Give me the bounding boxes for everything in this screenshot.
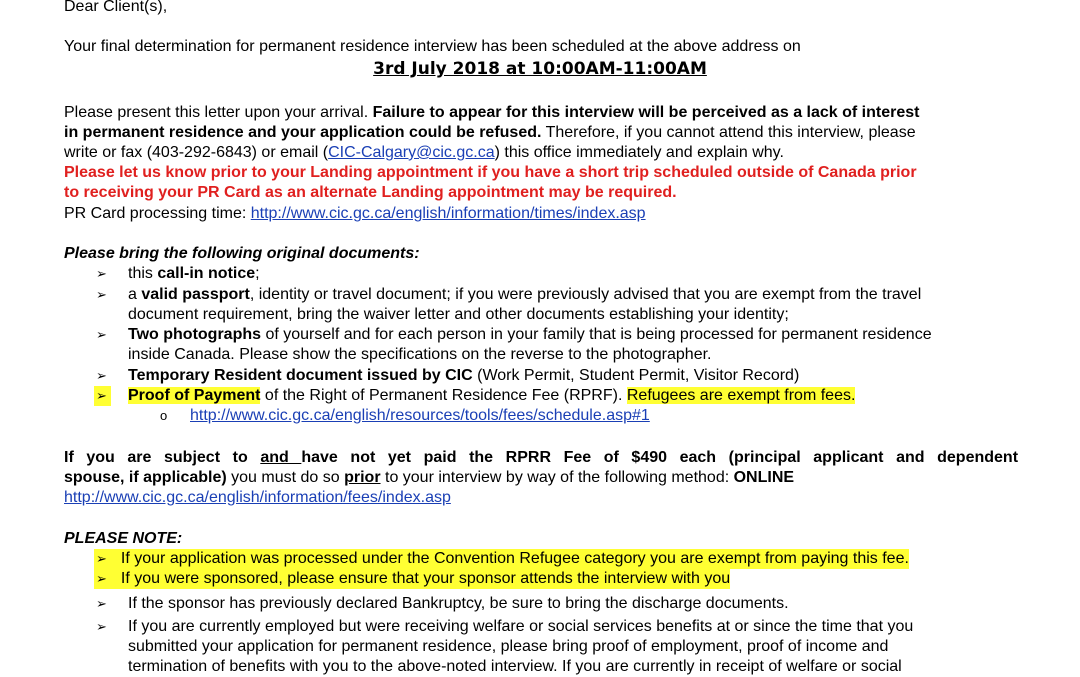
note-item: If the sponsor has previously declared Bankruptcy, be sure to bring the discharge documents. (128, 595, 789, 612)
list-item: a valid passport, identity or travel document; if you were previously advised that you are exempt from the travel (128, 286, 922, 303)
list-item: Two photographs of yourself and for each person in your family that is being processed for permanent residence (128, 326, 932, 343)
fee-paragraph-line: If you are subject to and have not yet paid the RPRR Fee of $490 each (principal applicant and dependent (64, 449, 1019, 466)
paragraph-line: in permanent residence and your application could be refused. Therefore, if you cannot attend this interview, please (64, 124, 916, 141)
arrow-bullet-icon: ➢ (96, 571, 107, 586)
note-item: ➢ If you were sponsored, please ensure that your sponsor attends the interview with you (96, 570, 731, 587)
intro-text: Your final determination for permanent residence interview has been scheduled at the above address on (64, 38, 801, 55)
arrow-bullet-icon: ➢ (96, 327, 107, 342)
warning-line: to receiving your PR Card as an alternate Landing appointment may be required. (64, 184, 677, 201)
arrow-bullet-icon: ➢ (96, 619, 107, 634)
interview-date: 3rd July 2018 at 10:00AM-11:00AM (373, 59, 707, 79)
arrow-bullet-icon: ➢ (94, 386, 111, 406)
fees-info-link[interactable]: http://www.cic.gc.ca/english/information/fees/index.asp (64, 489, 451, 506)
arrow-bullet-icon: ➢ (96, 368, 107, 383)
note-item: If you are currently employed but were receiving welfare or social services benefits at or since the time that you (128, 618, 914, 635)
note-heading: PLEASE NOTE: (64, 530, 183, 547)
arrow-bullet-icon: ➢ (96, 287, 107, 302)
list-item: Proof of Payment of the Right of Permanent Residence Fee (RPRF). Refugees are exempt from fees. (128, 387, 856, 404)
fee-schedule-link-item (190, 406, 650, 426)
fee-paragraph-line: spouse, if applicable) you must do so prior to your interview by way of the following method: ONLINE (64, 469, 795, 486)
greeting: Dear Client(s), (64, 0, 168, 15)
paragraph-line: write or fax (403-292-6843) or email (CIC-Calgary@cic.gc.ca) this office immediately and explain why. (64, 144, 784, 161)
circle-bullet-icon: o (160, 408, 168, 423)
note-item: ➢ If your application was processed under the Convention Refugee category you are exempt from paying this fee. (96, 550, 909, 567)
fee-schedule-link[interactable]: http://www.cic.gc.ca/english/resources/tools/fees/schedule.asp#1 (190, 407, 650, 424)
pr-card-line: PR Card processing time: http://www.cic.gc.ca/english/information/times/index.asp (64, 205, 646, 222)
fee-link-line (64, 488, 451, 508)
documents-heading: Please bring the following original documents: (64, 245, 420, 262)
arrow-bullet-icon: ➢ (96, 551, 107, 566)
arrow-bullet-icon: ➢ (96, 266, 107, 281)
note-item-continued: submitted your application for permanent residence, please bring proof of employment, proof of income and (128, 638, 889, 655)
arrow-bullet-icon: ➢ (96, 596, 107, 611)
list-item-continued: document requirement, bring the waiver letter and other documents establishing your identity; (128, 306, 789, 323)
paragraph-line: Please present this letter upon your arrival. Failure to appear for this interview will be perceived as a lack of interest (64, 104, 920, 121)
list-item-continued: inside Canada. Please show the specifications on the reverse to the photographer. (128, 346, 712, 363)
note-item-continued: termination of benefits with you to the above-noted interview. If you are currently in receipt of welfare or social (128, 658, 902, 675)
list-item: this call-in notice; (128, 265, 260, 282)
email-link[interactable]: CIC-Calgary@cic.gc.ca (328, 144, 495, 161)
list-item: Temporary Resident document issued by CIC (Work Permit, Student Permit, Visitor Record) (128, 367, 800, 384)
warning-line: Please let us know prior to your Landing appointment if you have a short trip scheduled outside of Canada prior (64, 164, 917, 181)
pr-processing-link[interactable]: http://www.cic.gc.ca/english/information/times/index.asp (250, 205, 646, 222)
